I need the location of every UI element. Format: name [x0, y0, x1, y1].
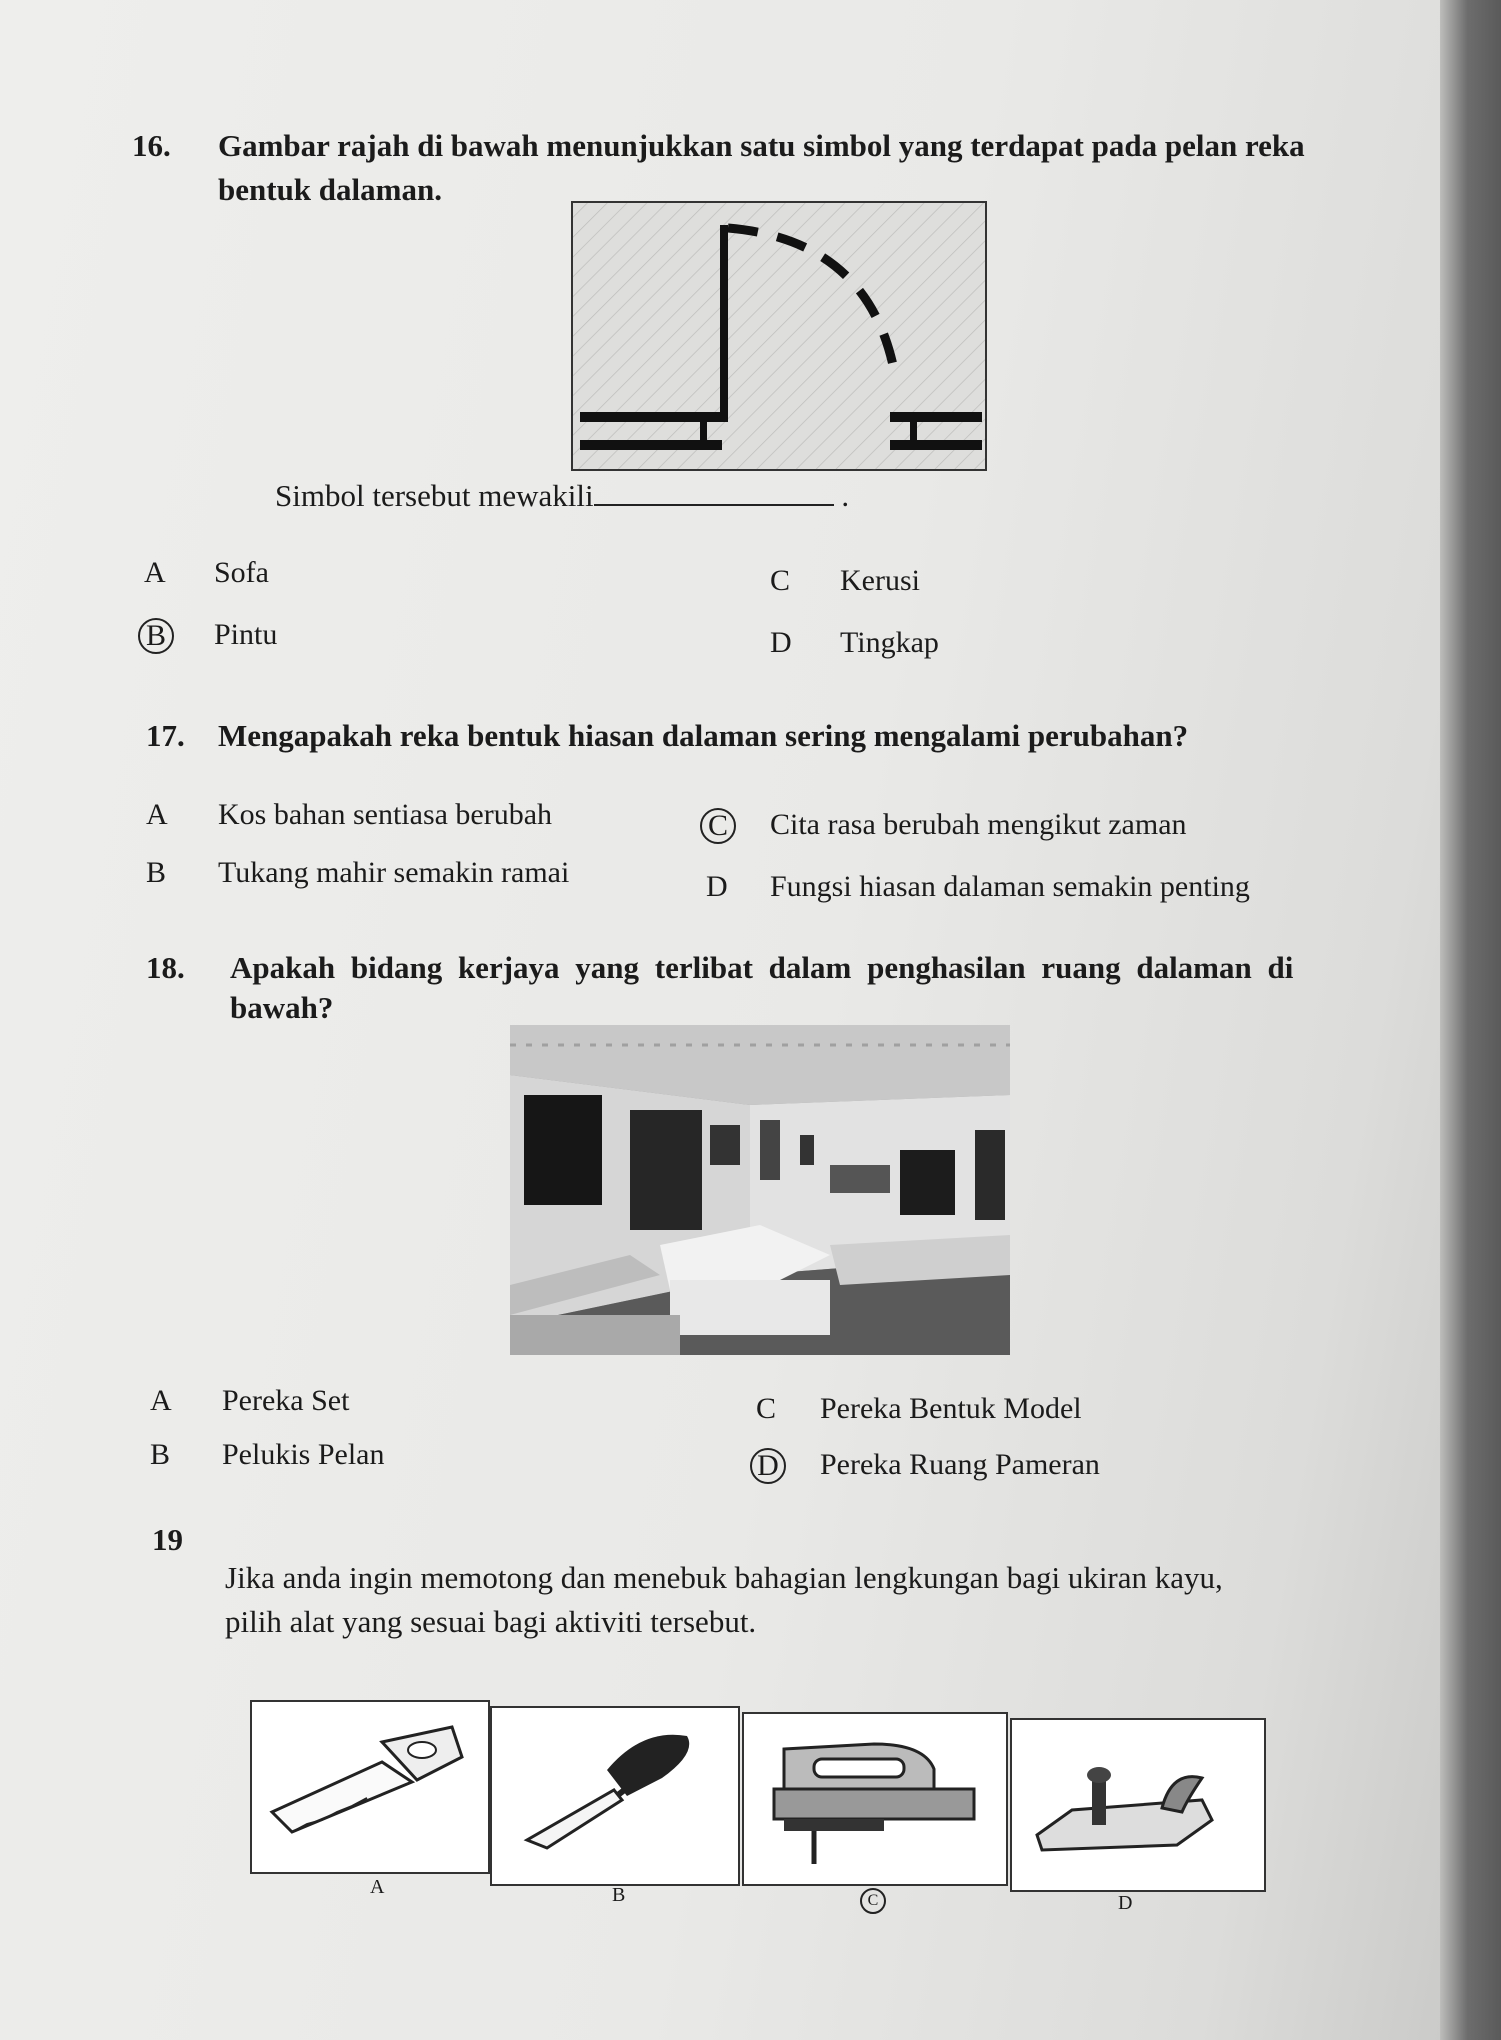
q16-option-c-text: Kerusi — [840, 564, 920, 597]
q16-prompt: Simbol tersebut mewakili . — [275, 478, 850, 513]
q18-text-line2: bawah? — [230, 990, 334, 1025]
q18-option-b: B — [150, 1438, 171, 1471]
q16-option-d-text: Tingkap — [840, 626, 939, 659]
q18-option-a: A — [150, 1384, 172, 1417]
q17-option-d: D — [706, 870, 728, 903]
chisel-icon — [492, 1708, 738, 1884]
answer-circle: C — [700, 808, 736, 844]
q17-option-c-text: Cita rasa berubah mengikut zaman — [770, 808, 1187, 841]
tool-label-d: D — [1118, 1892, 1133, 1914]
jigsaw-icon — [744, 1714, 1006, 1884]
tool-image-b — [490, 1706, 740, 1886]
tool-label-b: B — [612, 1884, 626, 1906]
q17-option-b: B — [146, 856, 167, 889]
answer-circle: B — [138, 618, 174, 654]
q18-option-c: C — [756, 1392, 777, 1425]
q17-option-b-text: Tukang mahir semakin ramai — [218, 856, 570, 889]
q17-number: 17. — [146, 718, 185, 753]
exhibition-room-photo — [510, 1025, 1010, 1355]
q19-text-line1: Jika anda ingin memotong dan menebuk bahagian lengkungan bagi ukiran kayu, — [225, 1560, 1223, 1595]
background-edge — [1440, 0, 1501, 2040]
q16-option-b — [144, 618, 174, 654]
hand-saw-icon — [252, 1702, 488, 1872]
q18-option-b-text: Pelukis Pelan — [222, 1438, 385, 1471]
q16-option-d: D — [770, 626, 792, 659]
hand-plane-icon — [1012, 1720, 1264, 1890]
q19-number: 19 — [152, 1522, 183, 1557]
q16-option-c: C — [770, 564, 791, 597]
answer-circle: C — [860, 1888, 886, 1914]
q16-option-b-text: Pintu — [214, 618, 278, 651]
q18-text-line1: Apakah bidang kerjaya yang terlibat dalam penghasilan ruang dalaman di — [230, 950, 1294, 985]
q17-option-a: A — [146, 798, 168, 831]
q18-option-d-text: Pereka Ruang Pameran — [820, 1448, 1100, 1481]
q17-option-c — [706, 808, 736, 844]
q18-option-c-text: Pereka Bentuk Model — [820, 1392, 1082, 1425]
q16-text-line2: bentuk dalaman. — [218, 172, 442, 207]
q16-option-a: A — [144, 556, 166, 589]
tool-image-d — [1010, 1718, 1266, 1892]
door-symbol-figure — [570, 200, 990, 475]
tool-image-c — [742, 1712, 1008, 1886]
answer-circle: D — [750, 1448, 786, 1484]
q16-text-line1: Gambar rajah di bawah menunjukkan satu simbol yang terdapat pada pelan reka — [218, 128, 1305, 163]
q17-option-d-text: Fungsi hiasan dalaman semakin penting — [770, 870, 1250, 903]
tool-image-a — [250, 1700, 490, 1874]
tool-label-a: A — [370, 1876, 385, 1898]
q19-text-line2: pilih alat yang sesuai bagi aktiviti tersebut. — [225, 1604, 757, 1639]
q17-text: Mengapakah reka bentuk hiasan dalaman sering mengalami perubahan? — [218, 718, 1189, 753]
q16-option-a-text: Sofa — [214, 556, 269, 589]
q18-number: 18. — [146, 950, 185, 985]
answer-blank — [594, 480, 834, 506]
q18-option-d — [756, 1448, 786, 1484]
q17-option-a-text: Kos bahan sentiasa berubah — [218, 798, 553, 831]
q18-option-a-text: Pereka Set — [222, 1384, 350, 1417]
q16-number: 16. — [132, 128, 171, 163]
tool-label-c — [866, 1888, 886, 1914]
